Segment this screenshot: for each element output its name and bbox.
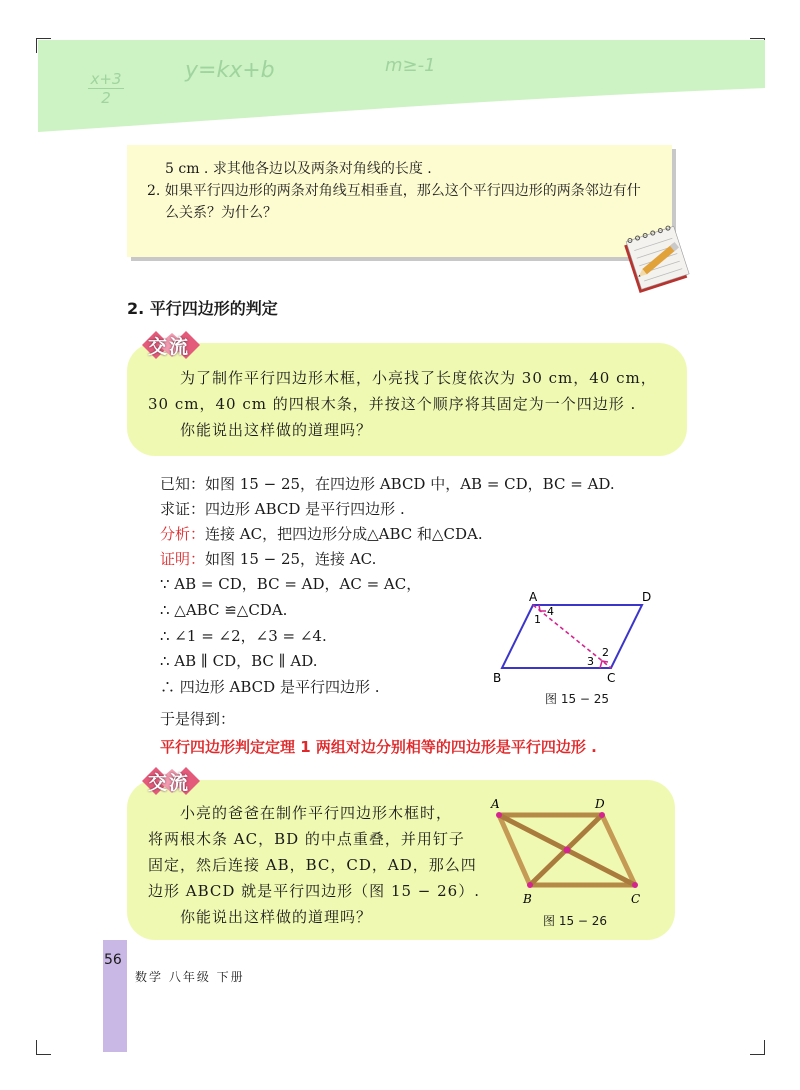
book-title: 数学 八年级 下册	[135, 970, 245, 984]
exercise-line-3: 么关系？为什么？	[165, 205, 277, 221]
fig1-angle-4: 4	[547, 605, 554, 618]
proof-step-2: ∴ △ABC ≌△CDA.	[160, 601, 288, 619]
discussion-2-line-1: 小亮的爸爸在制作平行四边形木框时，	[180, 804, 453, 822]
fig1-angle-1: 1	[534, 613, 541, 626]
exercise-line-2: 2. 如果平行四边形的两条对角线互相垂直，那么这个平行四边形的两条邻边有什	[147, 183, 641, 199]
discussion-2-line-5: 你能说出这样做的道理吗？	[180, 908, 373, 926]
theorem-statement: 平行四边形判定定理 1 两组对边分别相等的四边形是平行四边形 .	[160, 738, 597, 756]
analysis-label: 分析：	[160, 525, 206, 543]
fig2-label-a: A	[491, 797, 500, 811]
proof-step-1: ∵ AB = CD，BC = AD，AC = AC，	[160, 575, 422, 593]
proof-conclusion: 于是得到：	[160, 710, 236, 728]
notebook-pencil-icon	[620, 222, 695, 297]
nail-a	[496, 812, 502, 818]
section-title: 2. 平行四边形的判定	[127, 299, 278, 318]
proof-label: 证明：	[160, 550, 206, 568]
fig1-angle-3: 3	[587, 655, 594, 668]
figure-15-25	[490, 588, 670, 688]
proof-step-4: ∴ AB ∥ CD，BC ∥ AD.	[160, 652, 318, 670]
discussion-2-line-2: 将两根木条 AC，BD 的中点重叠，并用钉子	[148, 830, 465, 848]
proof-start	[160, 549, 376, 569]
nail-c	[632, 882, 638, 888]
proof-analysis	[160, 524, 483, 544]
fig1-label-c: C	[607, 671, 616, 685]
nail-b	[527, 882, 533, 888]
discussion-tag-1: 交流	[148, 336, 191, 358]
diagonal-ac	[533, 605, 611, 668]
figure-15-25-caption: 图 15 − 25	[545, 692, 610, 706]
discussion-1-line-1: 为了制作平行四边形木框，小亮找了长度依次为 30 cm，40 cm，	[180, 369, 657, 387]
formula-fraction	[88, 70, 124, 107]
figure-15-26-caption: 图 15 − 26	[543, 914, 608, 928]
discussion-tag-2: 交流	[148, 772, 191, 794]
analysis-text: 连接 AC，把四边形分成△ABC 和△CDA.	[205, 525, 483, 543]
formula-fraction-denominator: 2	[101, 89, 111, 107]
figure-15-26	[485, 795, 660, 910]
fig2-label-c: C	[631, 892, 641, 906]
nail-center	[564, 847, 571, 854]
discussion-2-line-4: 边形 ABCD 就是平行四边形（图 15 − 26）.	[148, 882, 480, 900]
exercise-box	[127, 145, 672, 257]
page-number: 56	[104, 952, 122, 968]
crop-mark-bottom-left	[36, 1040, 51, 1055]
formula-fraction-numerator: x+3	[88, 70, 124, 89]
nail-d	[599, 812, 605, 818]
fig1-label-a: A	[529, 590, 538, 604]
crop-mark-bottom-right	[750, 1040, 765, 1055]
proof-step-3: ∴ ∠1 = ∠2，∠3 = ∠4.	[160, 627, 327, 645]
fig2-label-b: B	[523, 892, 532, 906]
fig2-label-d: D	[595, 797, 605, 811]
exercise-line-1: 5 cm . 求其他各边以及两条对角线的长度 .	[165, 161, 432, 177]
formula-linear: y=kx+b	[185, 58, 275, 83]
discussion-1-line-2: 30 cm，40 cm 的四根木条，并按这个顺序将其固定为一个四边形 .	[148, 395, 637, 413]
proof-text: 如图 15 − 25，连接 AC.	[205, 550, 377, 568]
fig1-label-d: D	[642, 590, 652, 604]
fig1-angle-2: 2	[602, 646, 609, 659]
proof-step-5: ∴ 四边形 ABCD 是平行四边形 .	[160, 678, 380, 696]
proof-prove: 求证：四边形 ABCD 是平行四边形 .	[160, 500, 405, 518]
fig1-label-b: B	[493, 671, 502, 685]
proof-given: 已知：如图 15 − 25，在四边形 ABCD 中，AB = CD，BC = AD.	[160, 475, 615, 493]
discussion-2-line-3: 固定，然后连接 AB，BC，CD，AD，那么四	[148, 856, 477, 874]
discussion-1-line-3: 你能说出这样做的道理吗？	[180, 421, 373, 439]
formula-m: m≥-1	[385, 55, 436, 76]
